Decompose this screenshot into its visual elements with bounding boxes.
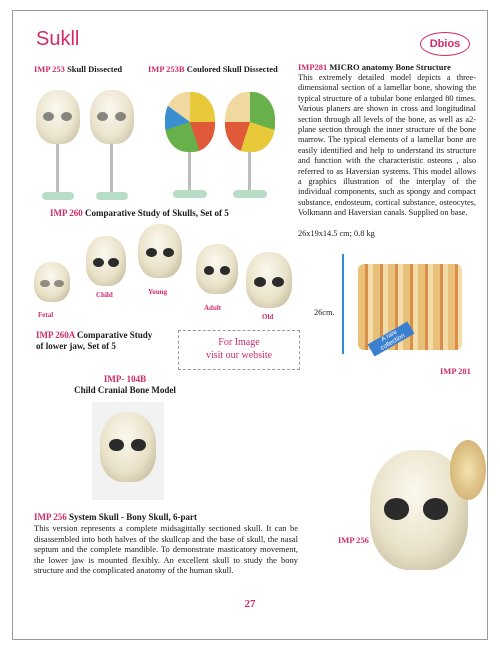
- website-note-line2: visit our website: [205, 350, 273, 361]
- imp253b-code: IMP 253B: [148, 64, 185, 74]
- child-cranial-skull: [100, 412, 156, 482]
- imp104b-caption: [0, 374, 250, 396]
- imp281-description: This extremely detailed model depicts a three-dimensional section of a lamellar bone, showing the typical structure of a tubular bone enlarged 80 times. Various planers are shown in cross and longitudinal section through all levels of the bone, as well as a2-plane section through the inner structure of the bone marrow. The typical elements of a lamellar bone are easily identified and help to understand its structure and function with the characteristic osteons , also referred to as Haversian systems. This model allows a graphics illustration of the interplay of the individual components, such as spongy and compact substance, endosteum, cortical substance, osteocytes, Volkmann and Haversian canals. Supplied on base.: [298, 73, 476, 218]
- skull-section-part: [450, 440, 486, 500]
- imp260a-code: IMP 260A: [36, 330, 75, 340]
- imp281-dimension-label: 26cm.: [314, 308, 335, 317]
- skull-dissected-right: [90, 90, 134, 144]
- imp281-caption: [298, 62, 451, 72]
- imp256-description: This version represents a complete midsagittally sectioned skull. It can be disassembled into both halves of the skullcap and the base of skull, the nasal septum and the complete mandible. To demonstrate masticatory movement, the lower jaw is mounted flexibly. An excellent skull to study the bony structure and the complicated anatomy of the human skull.: [34, 523, 298, 576]
- page-title: Sukll: [36, 28, 80, 50]
- imp281-code: IMP281: [298, 62, 328, 72]
- page-number: 27: [244, 598, 256, 610]
- imp253b-image: [155, 80, 285, 210]
- skull-young: [138, 224, 182, 278]
- website-note: [178, 330, 300, 370]
- imp281-image-label: IMP 281: [440, 366, 471, 376]
- imp260a-caption: [36, 330, 152, 352]
- imp281-image: [338, 254, 470, 362]
- imp253-image: [30, 80, 140, 210]
- imp253-caption: [34, 64, 122, 74]
- imp256-code: IMP 256: [34, 512, 67, 522]
- skull-old: [246, 252, 292, 308]
- imp281-specs: 26x19x14.5 cm; 0.8 kg: [298, 229, 375, 238]
- imp256-name: System Skull - Bony Skull, 6-part: [69, 512, 198, 522]
- imp260a-name: Comparative Study: [77, 330, 153, 340]
- dimension-line: [342, 254, 344, 354]
- imp281-name: MICRO anatomy Bone Structure: [329, 62, 451, 72]
- imp104b-image: [92, 402, 164, 500]
- age-label-child: Child: [96, 291, 113, 299]
- skull-adult: [196, 244, 238, 294]
- imp260-code: IMP 260: [50, 208, 83, 218]
- imp260-name: Comparative Study of Skulls, Set of 5: [85, 208, 229, 218]
- colored-skull-right: [225, 92, 275, 152]
- skull-dissected-left: [36, 90, 80, 144]
- age-label-young: Young: [148, 288, 168, 296]
- imp253-code: IMP 253: [34, 64, 65, 74]
- imp260-image: [30, 222, 296, 322]
- age-label-adult: Adult: [204, 304, 222, 312]
- imp256-image: [356, 440, 486, 580]
- bone-structure-model: [358, 264, 462, 350]
- rare-collection-badge: A rare collection: [368, 321, 415, 356]
- imp253b-name: Coulored Skull Dissected: [186, 64, 278, 74]
- imp260-caption: [50, 208, 229, 218]
- age-label-fetal: Fetal: [38, 311, 54, 319]
- imp104b-name: Child Cranial Bone Model: [74, 385, 176, 395]
- imp253-name: Skull Dissected: [67, 64, 123, 74]
- brand-logo: Dbios: [420, 32, 470, 56]
- imp104b-code: IMP- 104B: [103, 374, 147, 384]
- website-note-line1: For Image: [218, 337, 260, 348]
- skull-fetal: [34, 262, 70, 302]
- imp256-caption: [34, 512, 197, 522]
- skull-child: [86, 236, 126, 286]
- imp260a-name-2: of lower jaw, Set of 5: [36, 341, 116, 351]
- age-label-old: Old: [262, 313, 274, 321]
- colored-skull-left: [165, 92, 215, 152]
- imp256-image-label: IMP 256: [338, 535, 369, 545]
- imp253b-caption: [148, 64, 278, 74]
